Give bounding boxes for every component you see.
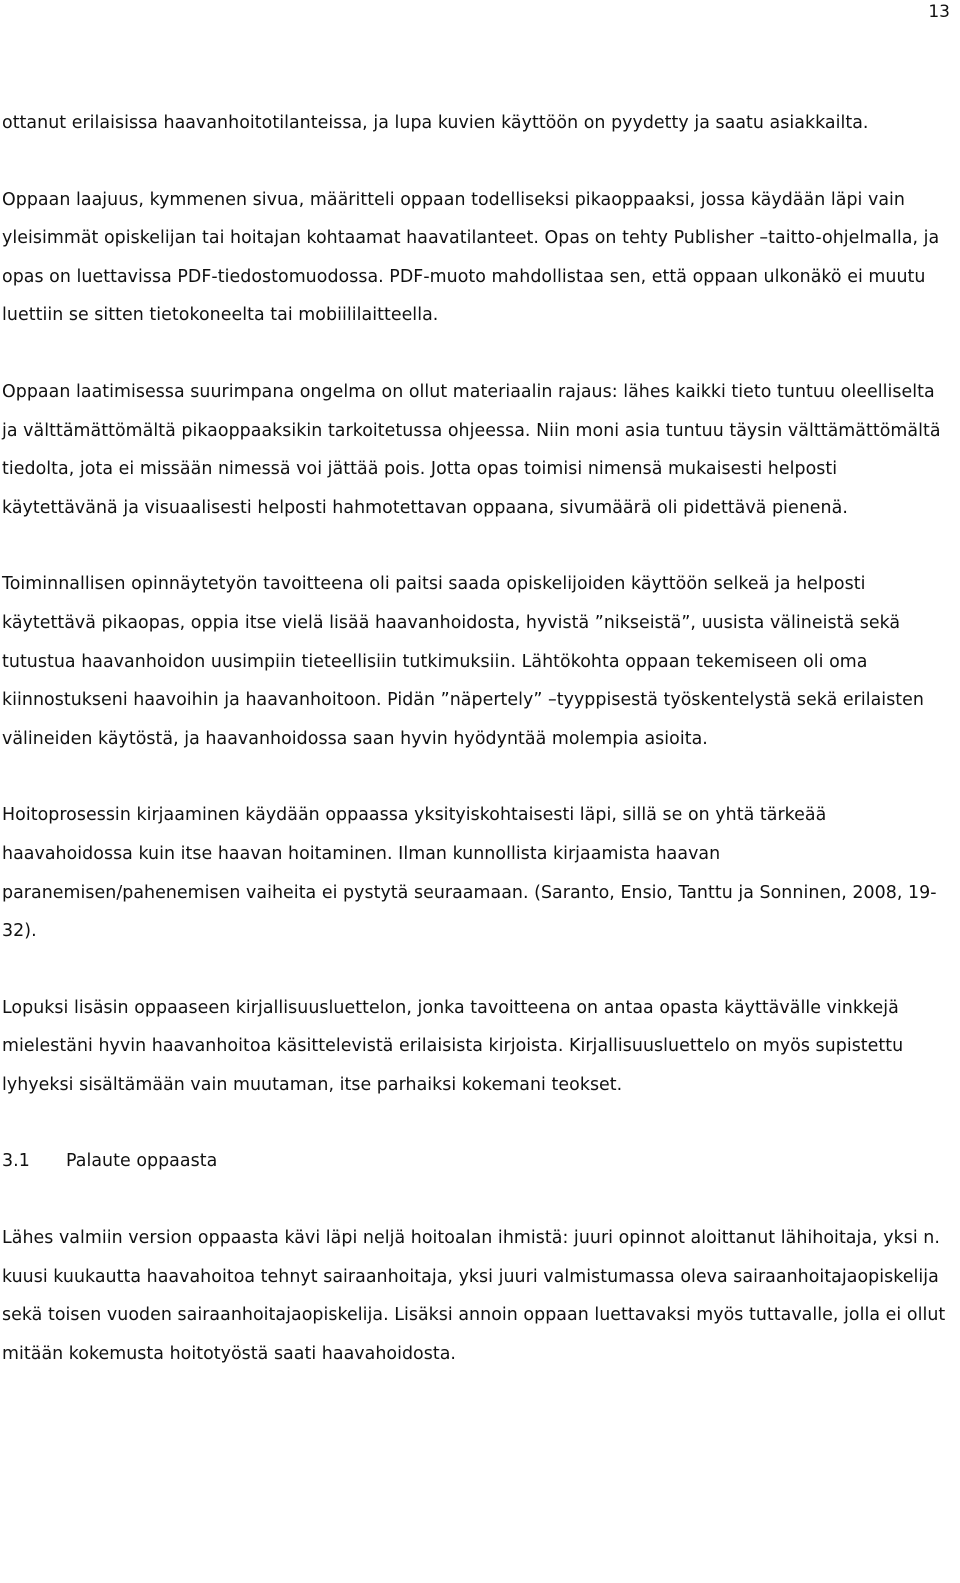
- paragraph-4: Toiminnallisen opinnäytetyön tavoitteena oli paitsi saada opiskelijoiden käyttöön selkeä ja helposti käytettävä pikaopas, oppia itse vielä lisää haavanhoidosta, hyvistä ”nikseistä”, uusista välineistä sekä tutustua haavanhoidon uusimpiin tieteellisiin tutkimuksiin. Lähtökohta oppaan tekemiseen oli oma kiinnostukseni haavoihin ja haavanhoitoon. Pidän ”näpertely” –tyyppisestä työskentelystä sekä erilaisten välineiden käytöstä, ja haavanhoidossa saan hyvin hyödyntää molempia asioita.: [2, 574, 924, 749]
- paragraph-2: Oppaan laajuus, kymmenen sivua, määritteli oppaan todelliseksi pikaoppaaksi, jossa käydään läpi vain yleisimmät opiskelijan tai hoitajan kohtaamat haavatilanteet. Opas on tehty Publisher –taitto-ohjelmalla, ja opas on luettavissa PDF-tiedostomuodossa. PDF-muoto mahdollistaa sen, että oppaan ulkonäkö ei muutu luettiin se sitten tietokoneelta tai mobiililaitteella.: [2, 189, 940, 326]
- paragraph-1: ottanut erilaisissa haavanhoitotilanteissa, ja lupa kuvien käyttöön on pyydetty ja saatu asiakkailta.: [2, 113, 869, 133]
- page-number: 13: [928, 2, 950, 22]
- section-paragraph: Lähes valmiin version oppaasta kävi läpi neljä hoitoalan ihmistä: juuri opinnot aloittanut lähihoitaja, yksi n. kuusi kuukautta haavahoitoa tehnyt sairaanhoitaja, yksi juuri valmistumassa oleva sairaanhoitajaopiskelija sekä toisen vuoden sairaanhoitajaopiskelija. Lisäksi annoin oppaan luettavaksi myös tuttavalle, jolla ei ollut mitään kokemusta hoitotyöstä saati haavahoidosta.: [2, 1228, 946, 1364]
- paragraph-5: Hoitoprosessin kirjaaminen käydään oppaassa yksityiskohtaisesti läpi, sillä se on yhtä tärkeää haavahoidossa kuin itse haavan hoitaminen. Ilman kunnollista kirjaamista haavan paranemisen/pahenemisen vaiheita ei pystytä seuraamaan. (Saranto, Ensio, Tanttu ja Sonninen, 2008, 19-32).: [2, 805, 937, 942]
- paragraph-6: Lopuksi lisäsin oppaaseen kirjallisuusluettelon, jonka tavoitteena on antaa opasta käyttävälle vinkkejä mielestäni hyvin haavanhoitoa käsittelevistä erilaisista kirjoista. Kirjallisuusluettelo on myös supistettu lyhyeksi sisältämään vain muutaman, itse parhaiksi kokemani teokset.: [2, 997, 904, 1095]
- section-number: 3.1: [2, 1151, 30, 1172]
- paragraph-3: Oppaan laatimisessa suurimpana ongelma on ollut materiaalin rajaus: lähes kaikki tieto tuntuu oleelliselta ja välttämättömältä pikaoppaaksikin tarkoitetussa ohjeessa. Niin moni asia tuntuu täysin välttämättömältä tiedolta, jota ei missään nimessä voi jättää pois. Jotta opas toimisi nimensä mukaisesti helposti käytettävänä ja visuaalisesti helposti hahmotettavan oppaana, sivumäärä oli pidettävä pienenä.: [2, 381, 941, 518]
- section-title: Palaute oppaasta: [66, 1151, 218, 1172]
- section-heading: [2, 1142, 952, 1181]
- document-body: [2, 104, 952, 1411]
